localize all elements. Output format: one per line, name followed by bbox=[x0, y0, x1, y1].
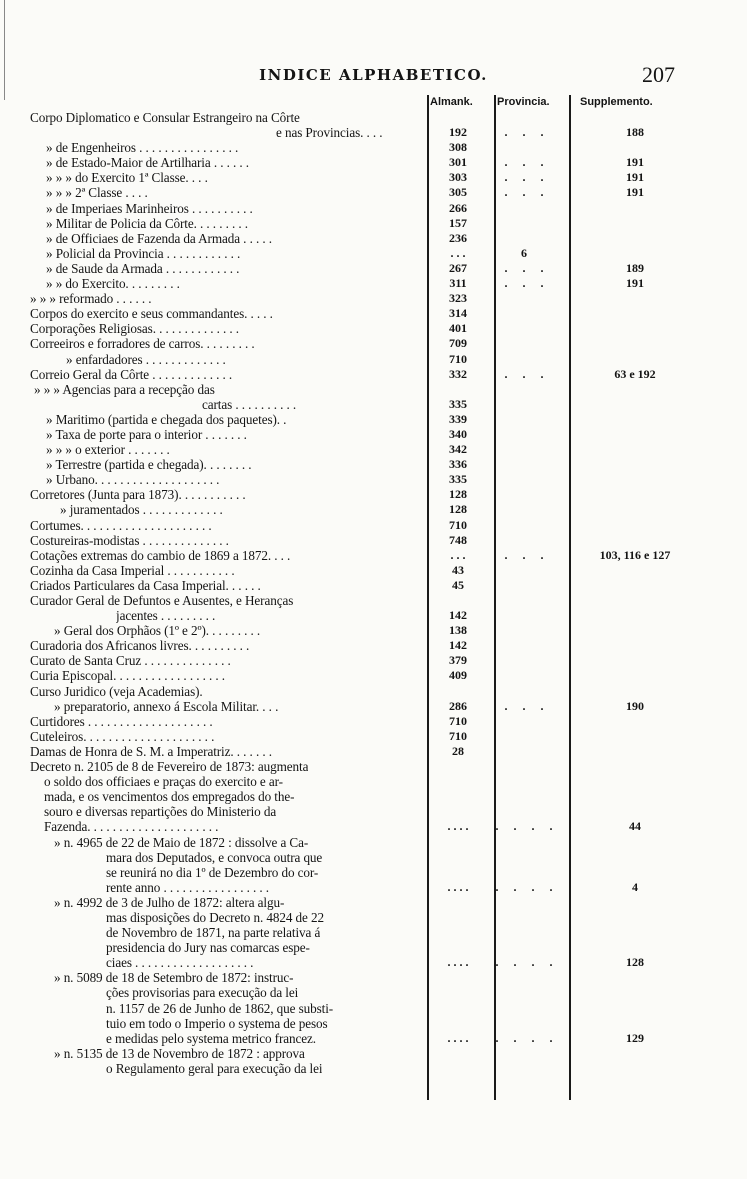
entry-text: mada, e os vencimentos dos empregados do the- bbox=[44, 789, 295, 805]
entry-text: Cozinha da Casa Imperial . . . . . . . . . . . bbox=[30, 562, 235, 578]
index-row bbox=[30, 291, 720, 306]
index-row bbox=[30, 955, 720, 970]
almanak-page: 314 bbox=[449, 306, 467, 321]
entry-text: » n. 4992 de 3 de Julho de 1872: altera algu- bbox=[54, 894, 285, 910]
entry-text: e nas Provincias. . . . bbox=[276, 125, 383, 141]
entry-text: mas disposições do Decreto n. 4824 de 22 bbox=[106, 909, 324, 925]
index-row bbox=[30, 608, 720, 623]
index-row bbox=[30, 261, 720, 276]
entry-text: o Regulamento geral para execução da lei bbox=[106, 1060, 323, 1076]
entry-text: Curador Geral de Defuntos e Ausentes, e Heranças bbox=[30, 593, 294, 608]
provincia-page: . . . . bbox=[495, 819, 559, 834]
index-row bbox=[30, 412, 720, 427]
provincia-page: . . . bbox=[504, 155, 550, 170]
almanak-page: 710 bbox=[449, 517, 467, 532]
supplemento-page: 190 bbox=[626, 698, 644, 713]
provincia-page: . . . bbox=[504, 260, 550, 275]
almanak-page: . . . . bbox=[447, 955, 469, 970]
entry-text: Correio Geral da Côrte . . . . . . . . . . . . . bbox=[30, 366, 233, 382]
index-row bbox=[30, 246, 720, 261]
provincia-page: . . . . bbox=[495, 879, 559, 894]
almanak-page: 142 bbox=[449, 608, 467, 623]
entry-text: Curia Episcopal. . . . . . . . . . . . . . . . . . bbox=[30, 668, 225, 684]
entry-text: Damas de Honra de S. M. a Imperatriz. . . . . . . bbox=[30, 743, 272, 759]
almanak-page: 138 bbox=[449, 623, 467, 638]
index-row bbox=[30, 819, 720, 834]
entry-text: » » » 2ª Classe . . . . bbox=[46, 185, 148, 201]
supplemento-page: 191 bbox=[626, 155, 644, 170]
index-row bbox=[30, 578, 720, 593]
column-header-provincia: Provincia. bbox=[497, 96, 550, 108]
index-row bbox=[30, 397, 720, 412]
entry-text: » de Imperiaes Marinheiros . . . . . . . . . . bbox=[46, 200, 253, 216]
supplemento-page: 63 e 192 bbox=[614, 366, 656, 381]
entry-text: » enfardadores . . . . . . . . . . . . . bbox=[66, 351, 226, 367]
entry-text: Decreto n. 2105 de 8 de Fevereiro de 1873: augmenta bbox=[30, 759, 309, 775]
index-row bbox=[30, 593, 720, 608]
entry-text: Costureiras-modistas . . . . . . . . . . . . . . bbox=[30, 532, 229, 548]
index-row bbox=[30, 653, 720, 668]
index-row bbox=[30, 352, 720, 367]
almanak-page: 709 bbox=[449, 336, 467, 351]
entry-text: » n. 4965 de 22 de Maio de 1872 : dissolve a Ca- bbox=[54, 834, 309, 850]
entry-text: » n. 5135 de 13 de Novembro de 1872 : approva bbox=[54, 1045, 305, 1061]
entry-text: Curso Juridico (veja Academias). bbox=[30, 683, 203, 699]
index-row bbox=[30, 216, 720, 231]
almanak-page: 157 bbox=[449, 215, 467, 230]
almanak-page: 710 bbox=[449, 351, 467, 366]
entry-text: » Geral dos Orphãos (1º e 2º). . . . . . . . . bbox=[54, 623, 261, 639]
entry-text: Corretores (Junta para 1873). . . . . . . . . . . bbox=[30, 487, 246, 503]
index-row bbox=[30, 895, 720, 910]
provincia-page: . . . bbox=[504, 698, 550, 713]
page-title: INDICE ALPHABETICO. bbox=[259, 66, 488, 84]
index-row bbox=[30, 110, 720, 125]
provincia-page: . . . bbox=[504, 185, 550, 200]
entry-text: Corpos do exercito e seus commandantes. . . . . bbox=[30, 306, 273, 322]
index-row bbox=[30, 668, 720, 683]
almanak-page: 28 bbox=[452, 743, 464, 758]
entry-text: » de Officiaes de Fazenda da Armada . . . . . bbox=[46, 230, 272, 246]
index-row bbox=[30, 1016, 720, 1031]
almanak-page: 336 bbox=[449, 457, 467, 472]
provincia-page: . . . bbox=[504, 276, 550, 291]
provincia-page: . . . bbox=[504, 170, 550, 185]
provincia-page: 6 bbox=[521, 245, 533, 260]
entry-text: cartas . . . . . . . . . . bbox=[202, 396, 297, 412]
entry-text: Fazenda. . . . . . . . . . . . . . . . . . . . . bbox=[44, 819, 219, 835]
almanak-page: 335 bbox=[449, 472, 467, 487]
column-header-supplemento: Supplemento. bbox=[580, 96, 653, 108]
index-row bbox=[30, 1031, 720, 1046]
almanak-page: 401 bbox=[449, 321, 467, 336]
entry-text: » » do Exercito. . . . . . . . . bbox=[46, 276, 180, 292]
index-row bbox=[30, 548, 720, 563]
index-row bbox=[30, 850, 720, 865]
supplemento-page: 191 bbox=[626, 185, 644, 200]
index-row bbox=[30, 306, 720, 321]
index-row bbox=[30, 502, 720, 517]
almanak-page: 339 bbox=[449, 411, 467, 426]
entry-text: jacentes . . . . . . . . . bbox=[116, 608, 216, 624]
almanak-page: 379 bbox=[449, 653, 467, 668]
supplemento-page: 189 bbox=[626, 260, 644, 275]
index-row bbox=[30, 125, 720, 140]
index-row bbox=[30, 155, 720, 170]
index-row bbox=[30, 804, 720, 819]
index-row bbox=[30, 985, 720, 1000]
almanak-page: 340 bbox=[449, 426, 467, 441]
index-row bbox=[30, 185, 720, 200]
entry-text: Cotações extremas do cambio de 1869 a 1872. . . . bbox=[30, 547, 291, 563]
entry-text: » preparatorio, annexo á Escola Militar. . . . bbox=[54, 698, 279, 714]
column-header-almanak: Almank. bbox=[430, 96, 473, 108]
index-row bbox=[30, 714, 720, 729]
entry-text: tuio em todo o Imperio o systema de pesos bbox=[106, 1015, 328, 1031]
index-row bbox=[30, 880, 720, 895]
index-row bbox=[30, 367, 720, 382]
index-row bbox=[30, 321, 720, 336]
index-row bbox=[30, 729, 720, 744]
entry-text: » Terrestre (partida e chegada). . . . . . . . bbox=[46, 457, 252, 473]
index-entries bbox=[30, 110, 720, 1076]
entry-text: souro e diversas repartições do Ministerio da bbox=[44, 804, 277, 820]
index-row bbox=[30, 382, 720, 397]
index-row bbox=[30, 638, 720, 653]
entry-text: rente anno . . . . . . . . . . . . . . . . . bbox=[106, 879, 269, 895]
index-row bbox=[30, 201, 720, 216]
index-row bbox=[30, 744, 720, 759]
almanak-page: 267 bbox=[449, 260, 467, 275]
almanak-page: 323 bbox=[449, 291, 467, 306]
entry-text: Curadoria dos Africanos livres. . . . . . . . . . bbox=[30, 638, 250, 654]
entry-text: Criados Particulares da Casa Imperial. . . . . . bbox=[30, 577, 261, 593]
entry-text: » de Engenheiros . . . . . . . . . . . . . . . . bbox=[46, 140, 239, 156]
index-row bbox=[30, 276, 720, 291]
entry-text: Curato de Santa Cruz . . . . . . . . . . . . . . bbox=[30, 653, 231, 669]
index-row bbox=[30, 1061, 720, 1076]
entry-text: presidencia do Jury nas comarcas espe- bbox=[106, 940, 310, 956]
supplemento-page: 4 bbox=[632, 879, 638, 894]
almanak-page: 236 bbox=[449, 230, 467, 245]
almanak-page: 128 bbox=[449, 487, 467, 502]
index-row bbox=[30, 487, 720, 502]
index-row bbox=[30, 457, 720, 472]
page-number: 207 bbox=[642, 62, 675, 87]
index-row bbox=[30, 427, 720, 442]
index-row bbox=[30, 684, 720, 699]
entry-text: » » » reformado . . . . . . bbox=[30, 291, 152, 307]
provincia-page: . . . . bbox=[495, 1030, 559, 1045]
almanak-page: 342 bbox=[449, 442, 467, 457]
entry-text: Correeiros e forradores de carros. . . . . . . . . bbox=[30, 336, 255, 352]
entry-text: » » » o exterior . . . . . . . bbox=[46, 442, 170, 458]
almanak-page: 710 bbox=[449, 713, 467, 728]
entry-text: Corporações Religiosas. . . . . . . . . . . . . . bbox=[30, 321, 240, 337]
entry-text: » » » Agencias para a recepção das bbox=[34, 381, 215, 397]
supplemento-page: 129 bbox=[626, 1030, 644, 1045]
almanak-page: 45 bbox=[452, 577, 464, 592]
almanak-page: 409 bbox=[449, 668, 467, 683]
index-row bbox=[30, 623, 720, 638]
index-row bbox=[30, 940, 720, 955]
supplemento-page: 191 bbox=[626, 276, 644, 291]
entry-text: ções provisorias para execução da lei bbox=[106, 985, 299, 1001]
almanak-page: 301 bbox=[449, 155, 467, 170]
index-row bbox=[30, 231, 720, 246]
entry-text: » n. 5089 de 18 de Setembro de 1872: instruc- bbox=[54, 970, 294, 986]
supplemento-page: 188 bbox=[626, 125, 644, 140]
entry-text: Cortumes. . . . . . . . . . . . . . . . . . . . . bbox=[30, 517, 212, 533]
entry-text: » » » do Exercito 1ª Classe. . . . bbox=[46, 170, 208, 186]
almanak-page: 142 bbox=[449, 638, 467, 653]
index-row bbox=[30, 835, 720, 850]
supplemento-page: 103, 116 e 127 bbox=[599, 547, 671, 562]
index-row bbox=[30, 970, 720, 985]
page-edge-mark bbox=[4, 0, 5, 100]
almanak-page: 332 bbox=[449, 366, 467, 381]
almanak-page: 266 bbox=[449, 200, 467, 215]
entry-text: » Policial da Provincia . . . . . . . . . . . . bbox=[46, 245, 241, 261]
supplemento-page: 128 bbox=[626, 955, 644, 970]
entry-text: » de Saude da Armada . . . . . . . . . . . . bbox=[46, 260, 240, 276]
entry-text: » de Estado-Maior de Artilharia . . . . . . bbox=[46, 155, 249, 171]
entry-text: e medidas pelo systema metrico francez. bbox=[106, 1030, 316, 1046]
entry-text: mara dos Deputados, e convoca outra que bbox=[106, 849, 323, 865]
almanak-page: 308 bbox=[449, 140, 467, 155]
provincia-page: . . . . bbox=[495, 955, 559, 970]
index-row bbox=[30, 170, 720, 185]
almanak-page: 286 bbox=[449, 698, 467, 713]
index-row bbox=[30, 442, 720, 457]
almanak-page: 305 bbox=[449, 185, 467, 200]
almanak-page: . . . . bbox=[447, 879, 469, 894]
index-row bbox=[30, 789, 720, 804]
index-row bbox=[30, 910, 720, 925]
index-row bbox=[30, 1001, 720, 1016]
entry-text: » Maritimo (partida e chegada dos paquetes). . bbox=[46, 411, 287, 427]
almanak-page: . . . bbox=[450, 245, 466, 260]
entry-text: n. 1157 de 26 de Junho de 1862, que substi- bbox=[106, 1000, 334, 1016]
almanak-page: . . . . bbox=[447, 1030, 469, 1045]
index-row bbox=[30, 699, 720, 714]
entry-text: ciaes . . . . . . . . . . . . . . . . . . . bbox=[106, 955, 254, 971]
supplemento-page: 44 bbox=[629, 819, 641, 834]
almanak-page: . . . . bbox=[447, 819, 469, 834]
provincia-page: . . . bbox=[504, 125, 550, 140]
entry-text: de Novembro de 1871, na parte relativa á bbox=[106, 925, 321, 941]
index-row bbox=[30, 563, 720, 578]
almanak-page: 335 bbox=[449, 396, 467, 411]
almanak-page: . . . bbox=[450, 547, 466, 562]
almanak-page: 311 bbox=[449, 276, 467, 291]
entry-text: Corpo Diplomatico e Consular Estrangeiro na Côrte bbox=[30, 110, 300, 125]
index-row bbox=[30, 533, 720, 548]
provincia-page: . . . bbox=[504, 547, 550, 562]
index-row bbox=[30, 925, 720, 940]
supplemento-page: 191 bbox=[626, 170, 644, 185]
almanak-page: 128 bbox=[449, 502, 467, 517]
almanak-page: 710 bbox=[449, 728, 467, 743]
index-row bbox=[30, 140, 720, 155]
entry-text: Cuteleiros. . . . . . . . . . . . . . . . . . . . . bbox=[30, 728, 215, 744]
index-row bbox=[30, 518, 720, 533]
index-row bbox=[30, 336, 720, 351]
entry-text: Curtidores . . . . . . . . . . . . . . . . . . . . bbox=[30, 713, 213, 729]
almanak-page: 748 bbox=[449, 532, 467, 547]
entry-text: o soldo dos officiaes e praças do exercito e ar- bbox=[44, 774, 283, 790]
index-row bbox=[30, 759, 720, 774]
entry-text: » Urbano. . . . . . . . . . . . . . . . . . . . bbox=[46, 472, 220, 488]
index-row bbox=[30, 865, 720, 880]
entry-text: » Taxa de porte para o interior . . . . . . . bbox=[46, 426, 247, 442]
almanak-page: 192 bbox=[449, 125, 467, 140]
entry-text: » juramentados . . . . . . . . . . . . . bbox=[60, 502, 223, 518]
entry-text: se reunirá no dia 1º de Dezembro do cor- bbox=[106, 864, 319, 880]
almanak-page: 303 bbox=[449, 170, 467, 185]
index-row bbox=[30, 1046, 720, 1061]
index-row bbox=[30, 774, 720, 789]
almanak-page: 43 bbox=[452, 562, 464, 577]
index-row bbox=[30, 472, 720, 487]
provincia-page: . . . bbox=[504, 366, 550, 381]
entry-text: » Militar de Policia da Côrte. . . . . . . . . bbox=[46, 215, 248, 231]
